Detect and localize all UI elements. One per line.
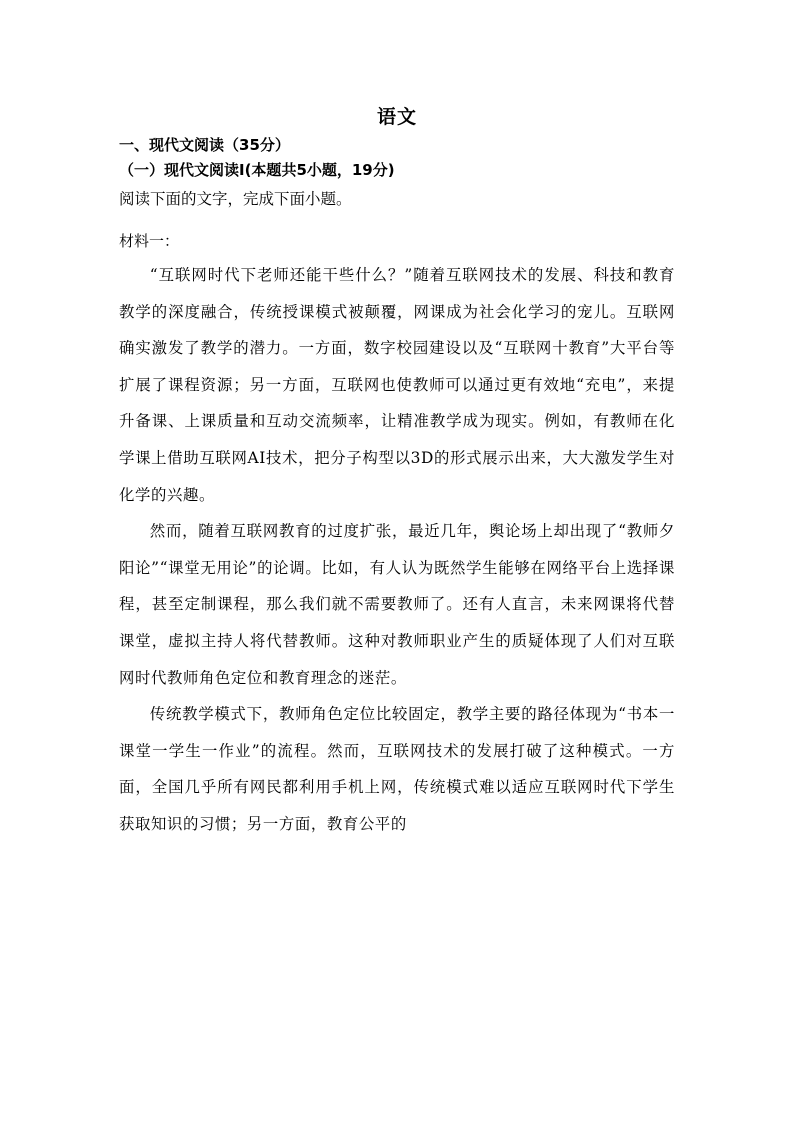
passage-paragraph-3: 传统教学模式下，教师角色定位比较固定，教学主要的路径体现为“书本一课堂一学生一作业”的流程。然而，互联网技术的发展打破了这种模式。一方面，全国几乎所有网民都利用手机上网，传统模式难以适应互联网时代下学生获取知识的习惯；另一方面，教育公平的 — [119, 705, 675, 833]
passage-paragraph-2: 然而，随着互联网教育的过度扩张，最近几年，舆论场上却出现了“教师夕阳论”“课堂无用论”的论调。比如，有人认为既然学生能够在网络平台上选择课程，甚至定制课程，那么我们就不需要教师了。还有人直言，未来网课将代替课堂，虚拟主持人将代替教师。这种对教师职业产生的质疑体现了人们对互联网时代教师角色定位和教育理念的迷茫。 — [119, 522, 675, 687]
material-label: 材料一： — [119, 232, 180, 250]
section-heading: 一、现代文阅读（35分） — [119, 136, 290, 154]
page-title: 语文 — [376, 106, 417, 128]
reading-instruction: 阅读下面的文字，完成下面小题。 — [119, 190, 352, 208]
passage-body — [119, 257, 675, 843]
sub-section-heading: （一）现代文阅读I(本题共5小题，19分) — [119, 161, 395, 179]
passage-paragraph-1: “互联网时代下老师还能干些什么？”随着互联网技术的发展、科技和教育教学的深度融合，传统授课模式被颠覆，网课成为社会化学习的宠儿。互联网确实激发了教学的潜力。一方面，数字校园建设以及“互联网十教育”大平台等扩展了课程资源；另一方面，互联网也使教师可以通过更有效地“充电”，来提升备课、上课质量和互动交流频率，让精准教学成为现实。例如，有教师在化学课上借助互联网AI技术，把分子构型以3D的形式展示出来，大大激发学生对化学的兴趣。 — [119, 266, 675, 504]
